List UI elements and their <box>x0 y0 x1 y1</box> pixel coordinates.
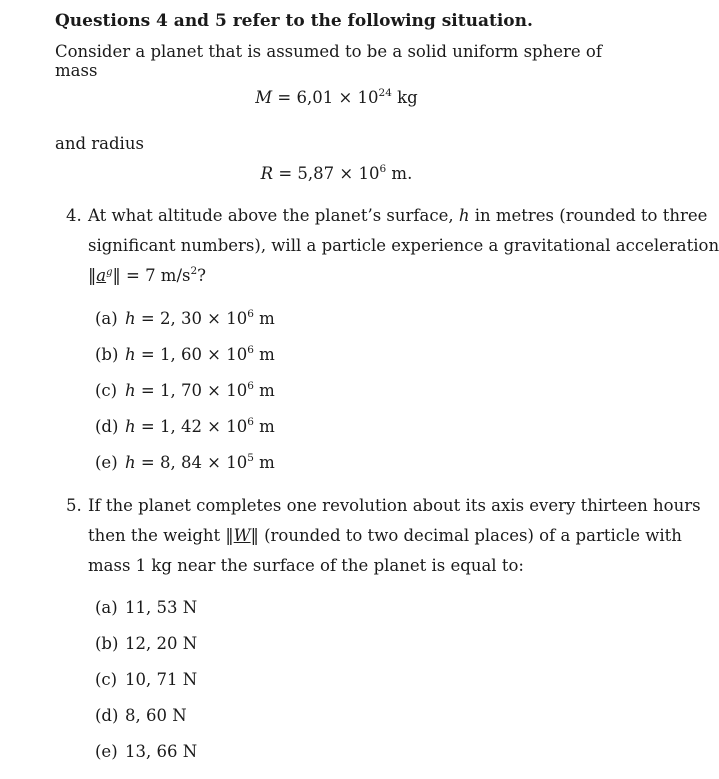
mass-value: = 6,01 × 10 <box>277 88 379 107</box>
radius-value: = 5,87 × 10 <box>278 164 380 183</box>
acceleration-vector: a <box>96 266 107 285</box>
question-5-line-3: mass 1 kg near the surface of the planet is equal to: <box>88 556 524 575</box>
q4-option-d[interactable]: (d) h = 1, $42 \times 10^6$ m <box>95 416 275 436</box>
section-heading: Questions 4 and 5 refer to the following situation. <box>55 11 533 31</box>
q4-option-b[interactable]: (b) h = 1, $60 \times 10^6$ m <box>95 344 275 364</box>
question-4-line-3: $‖a^g‖ = 7$ $m/s^2$? <box>88 265 207 285</box>
q5-option-d[interactable]: (d) 8, 60 N <box>95 706 187 725</box>
q4-option-c[interactable]: (c) h = 1, $70 \times 10^6$ m <box>95 380 275 400</box>
mass-exponent: 24 <box>378 87 392 99</box>
mass-equation <box>0 88 643 107</box>
q5-option-a[interactable]: (a) 11, 53 N <box>95 598 198 617</box>
question-5-line-1: If the planet completes one revolution about its axis every thirteen hours <box>88 496 701 515</box>
weight-vector: W <box>233 526 251 545</box>
and-radius-text: and radius <box>55 134 144 153</box>
q5-option-c[interactable]: (c) 10, 71 N <box>95 670 198 689</box>
radius-equation <box>0 164 643 183</box>
question-4-line-2: significant numbers), will a particle experience a gravitational acceleration <box>88 236 719 255</box>
q5-option-e[interactable]: (e) 13, 66 N <box>95 742 198 761</box>
radius-symbol: R <box>260 164 274 183</box>
q4-option-e[interactable]: (e) h = 8, $84 \times 10^5$ m <box>95 452 275 472</box>
mass-unit: kg <box>391 88 418 107</box>
intro-text: Consider a planet that is assumed to be a solid uniform sphere of mass <box>55 42 602 80</box>
q4-option-a[interactable]: (a) h = 2, $30 \times 10^6$ m <box>95 308 275 328</box>
radius-unit: m. <box>386 164 413 183</box>
mass-symbol: M <box>255 88 273 107</box>
q5-option-b[interactable]: (b) 12, 20 N <box>95 634 198 653</box>
question-5-line-2: then the weight ‖W‖ (rounded to two decimal places) of a particle with <box>88 526 682 545</box>
radius-exponent: 6 <box>379 163 387 175</box>
question-4-number: 4. <box>66 206 82 225</box>
question-5-number: 5. <box>66 496 82 515</box>
question-4-line-1: At what altitude above the planet’s surface, h in metres (rounded to three <box>88 206 708 225</box>
altitude-symbol: h <box>458 206 470 225</box>
